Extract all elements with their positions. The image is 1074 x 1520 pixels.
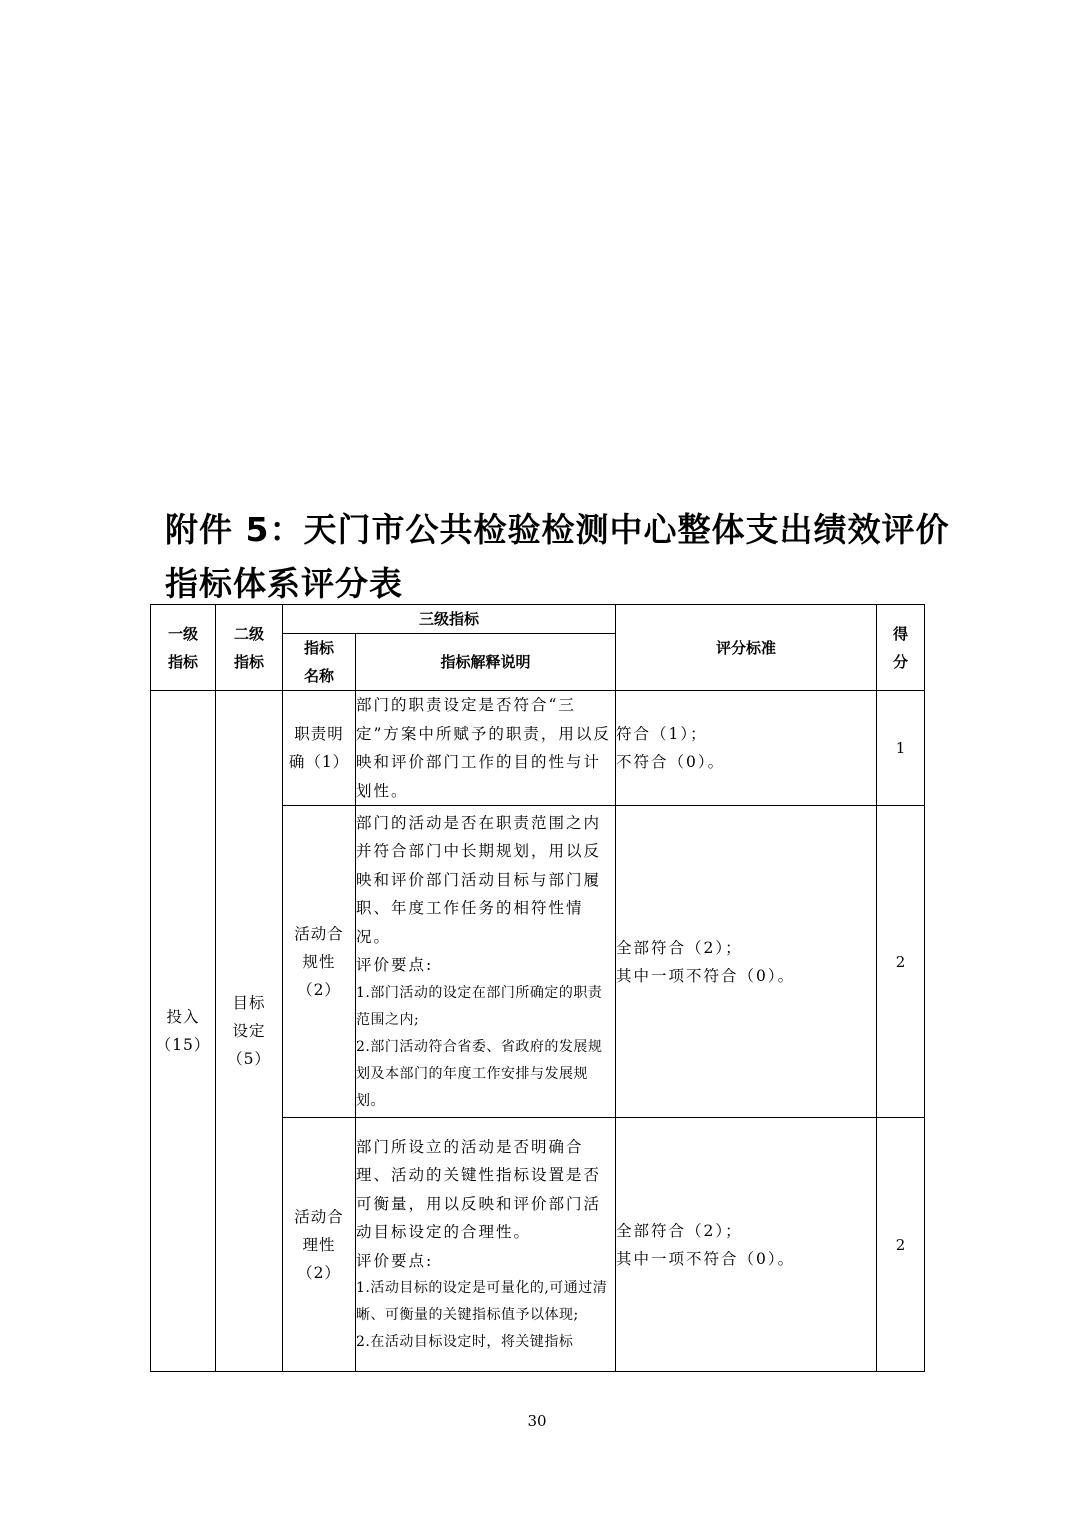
header-indicator-explain: 指标解释说明 <box>356 634 616 691</box>
indicator-desc-cell: 部门的活动是否在职责范围之内并符合部门中长期规划，用以反映和评价部门活动目标与部门履职、年度工作任务的相符性情况。 评价要点: 1.部门活动的设定在部门所确定的职责范围之内; 2.部门活动符合省委、省政府的发展规划及本部门的年度工作安排与发展规划。 <box>356 806 616 1118</box>
indicator-name-cell: 活动合 规性 （2） <box>283 806 356 1118</box>
eval-point: 1.部门活动的设定在部门所确定的职责范围之内; <box>356 984 603 1028</box>
indicator-desc-cell: 部门所设立的活动是否明确合理、活动的关键性指标设置是否可衡量，用以反映和评价部门活动目标设定的合理性。 评价要点: 1.活动目标的设定是可量化的,可通过清晰、可衡量的关键指标值予以体现; 2.在活动目标设定时，将关键指标 <box>356 1118 616 1372</box>
document-title <box>165 503 950 611</box>
header-level1: 一级 指标 <box>151 605 216 691</box>
header-level2: 二级 指标 <box>216 605 283 691</box>
group-level2-cell: 目标 设定 （5） <box>216 691 283 1372</box>
eval-point: 2.在活动目标设定时，将关键指标 <box>356 1334 574 1351</box>
header-indicator-name: 指标 名称 <box>283 634 356 691</box>
criteria-cell: 全部符合（2）； 其中一项不符合（0）。 <box>616 806 877 1118</box>
score-cell: 2 <box>877 1118 925 1372</box>
page-number: 30 <box>527 1412 547 1430</box>
title-line-1: 附件 5：天门市公共检验检测中心整体支出绩效评价 <box>165 510 950 549</box>
header-score: 得 分 <box>877 605 925 691</box>
score-cell: 1 <box>877 691 925 806</box>
eval-point: 2.部门活动符合省委、省政府的发展规划及本部门的年度工作安排与发展规划。 <box>356 1038 603 1109</box>
score-cell: 2 <box>877 806 925 1118</box>
eval-point: 1.活动目标的设定是可量化的,可通过清晰、可衡量的关键指标值予以体现; <box>356 1280 608 1324</box>
group-level1-cell: 投入 （15） <box>151 691 216 1372</box>
header-level3: 三级指标 <box>283 605 616 634</box>
header-criteria: 评分标准 <box>616 605 877 691</box>
indicator-name-cell: 职责明 确（1） <box>283 691 356 806</box>
criteria-cell: 全部符合（2）； 其中一项不符合（0）。 <box>616 1118 877 1372</box>
table-row <box>151 691 925 806</box>
indicator-desc-cell: 部门的职责设定是否符合“三定”方案中所赋予的职责，用以反映和评价部门工作的目的性与计划性。 <box>356 691 616 806</box>
score-table <box>150 604 925 1372</box>
title-line-2: 指标体系评分表 <box>165 564 403 603</box>
indicator-name-cell: 活动合 理性 （2） <box>283 1118 356 1372</box>
criteria-cell: 符合（1）； 不符合（0）。 <box>616 691 877 806</box>
